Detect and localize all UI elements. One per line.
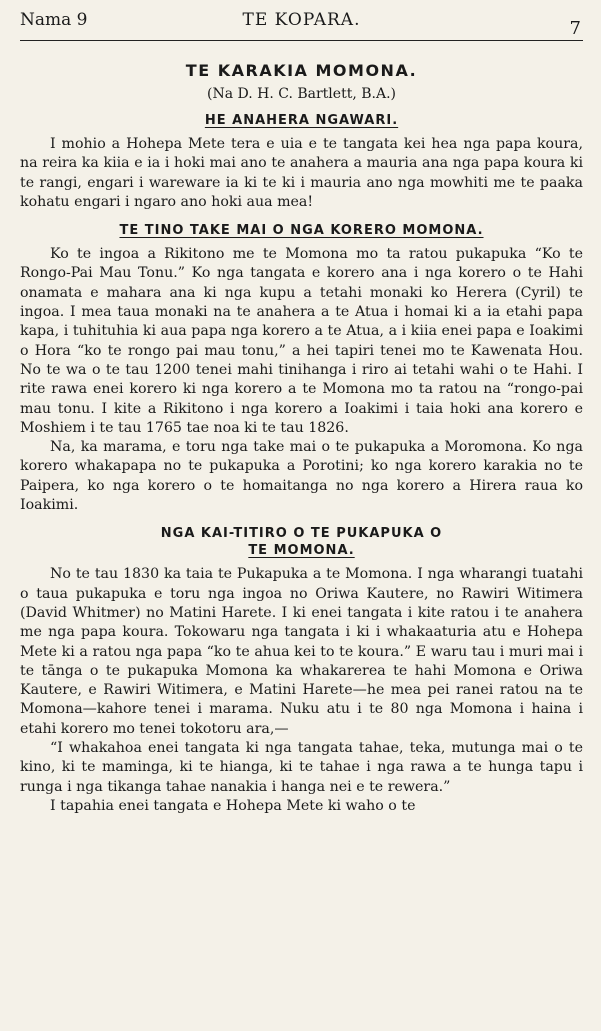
- article-title: TE KARAKIA MOMONA.: [185, 61, 418, 80]
- section-3-quote: “I whakahoa enei tangata ki nga tangata tahae, teka, mutunga mai o te kino, ki te maminga, ki te hianga, ki te tahae i nga rawa a te hunga tapu i runga i nga tikanga tahae nanakia i hanga nei e te rewera.”: [20, 740, 583, 795]
- running-header: [20, 0, 583, 41]
- section-2-paragraph-1: Ko te ingoa a Rikitono me te Momona mo ta ratou pukapuka “Ko te Rongo-Pai Mau Tonu.” Ko nga tangata e korero ana i nga korero o te Hahi onamata e mahara ana ki nga kupu a tetahi monaki ko Herera (Cyril) te ingoa. I mea taua monaki na te anahera a te Atua i homai ki a ia etahi papa kapa, i tuhituhia ki aua papa nga korero a te Atua, a i kiia enei papa e Ioakimi o Hora “ko te rongo pai mau tonu,” a hei tapiri tenei mo te Kawenata Hou. No te wa o te tau 1200 tenei mahi tinihanga i riro ai tetahi wahi o te Hahi. I rite rawa enei korero ki nga korero a te Momona mo ta ratou na “rongo-pai mau tonu. I kite a Rikitono i nga korero a Ioakimi i taia hoki ana korero e Moshiem i te tau 1765 tae noa ki te tau 1826.: [20, 246, 583, 436]
- section-heading-3-line-1: NGA KAI-TITIRO O TE PUKAPUKA O: [160, 526, 443, 542]
- publication-title: TE KOPARA.: [242, 10, 361, 30]
- section-2-paragraph-2: Na, ka marama, e toru nga take mai o te pukapuka a Moromona. Ko nga korero whakapapa no te pukapuka a Porotini; ko nga korero karakia no te Paipera, ko nga korero o te homaitanga no nga korero a Hirera raua ko Ioakimi.: [20, 439, 583, 514]
- section-heading-3-line-2: TE MOMONA.: [248, 543, 355, 559]
- section-1-paragraph-1: I mohio a Hohepa Mete tera e uia e te tangata kei hea nga papa koura, na reira ka kiia e ia i hoki mai ano te anahera a mauria ana nga papa koura ki te rangi, engari i wareware ia ki te ki i mauria ano nga mowhiti me te paaka kohatu engari i ngaro ano hoki aua mea!: [20, 136, 583, 210]
- section-heading-3: [20, 525, 583, 559]
- section-3-paragraph-1: No te tau 1830 ka taia te Pukapuka a te Momona. I nga wharangi tuatahi o taua pukapuka e toru nga ingoa no Oriwa Kautere, no Rawiri Witimera (David Whitmer) no Matini Harete. I ki enei tangata i kite ratou i te anahera me nga papa koura. Tokowaru nga tangata i ki i whakaaturia atu e Hohepa Mete ki a ratou nga papa “ko te ahua kei to te koura.” E waru tau i muri mai i te tānga o te pukapuka Momona ka whakarerea te hahi Momona e Oriwa Kautere, e Rawiri Witimera, e Matini Harete—he mea pei ranei ratou na te Momona—kahore tenei i marama. Nuku atu i te 80 nga Momona i haina i etahi korero mo tenei tokotoru ara,—: [20, 566, 583, 737]
- section-heading-1: HE ANAHERA NGAWARI.: [204, 113, 399, 128]
- article-byline: (Na D. H. C. Bartlett, B.A.): [207, 86, 396, 102]
- section-heading-2: TE TINO TAKE MAI O NGA KORERO MOMONA.: [119, 223, 484, 239]
- issue-number: Nama 9: [20, 10, 88, 30]
- section-3-paragraph-2: I tapahia enei tangata e Hohepa Mete ki waho o te: [50, 797, 416, 814]
- page-number: 7: [569, 18, 581, 39]
